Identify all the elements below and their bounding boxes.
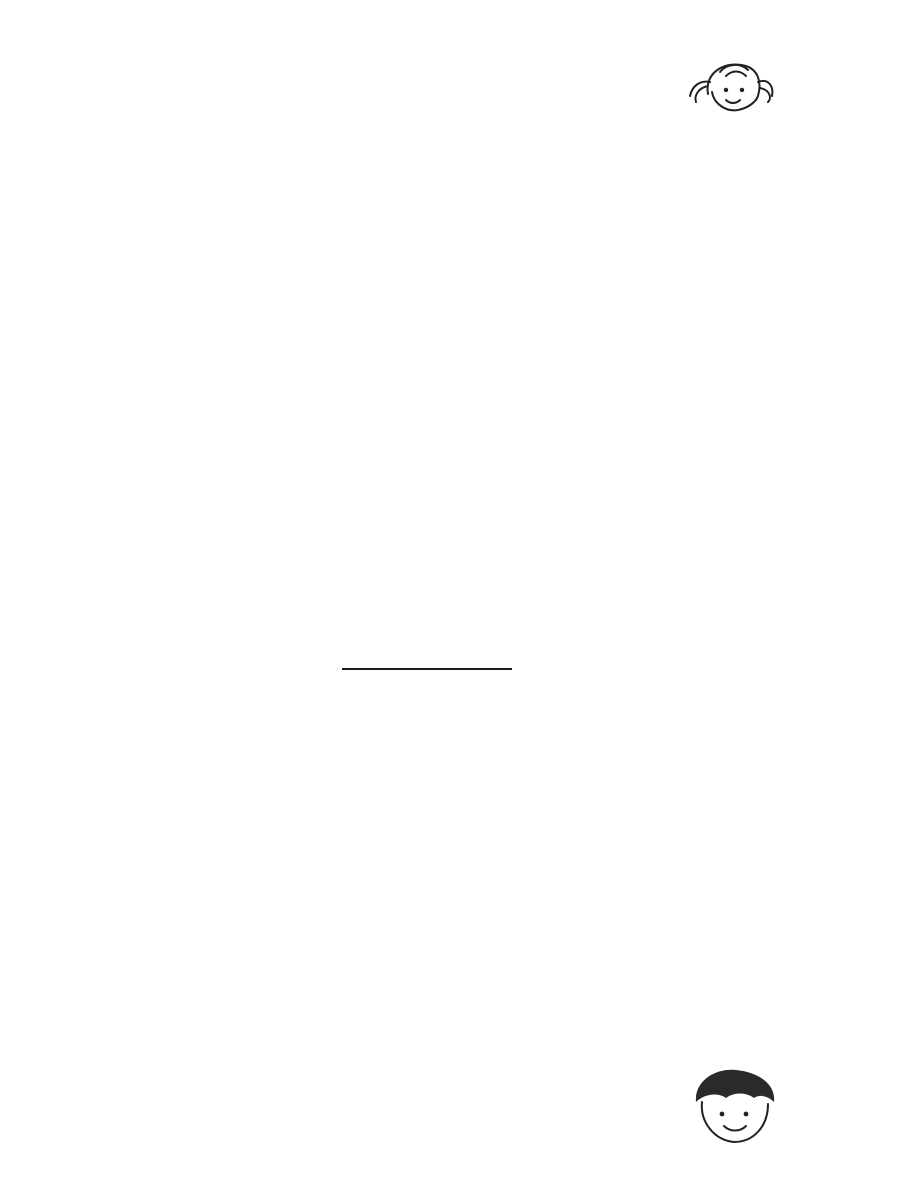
girl-face-icon [686,52,776,122]
boy-face-icon [684,1062,784,1152]
section-divider [342,668,512,670]
